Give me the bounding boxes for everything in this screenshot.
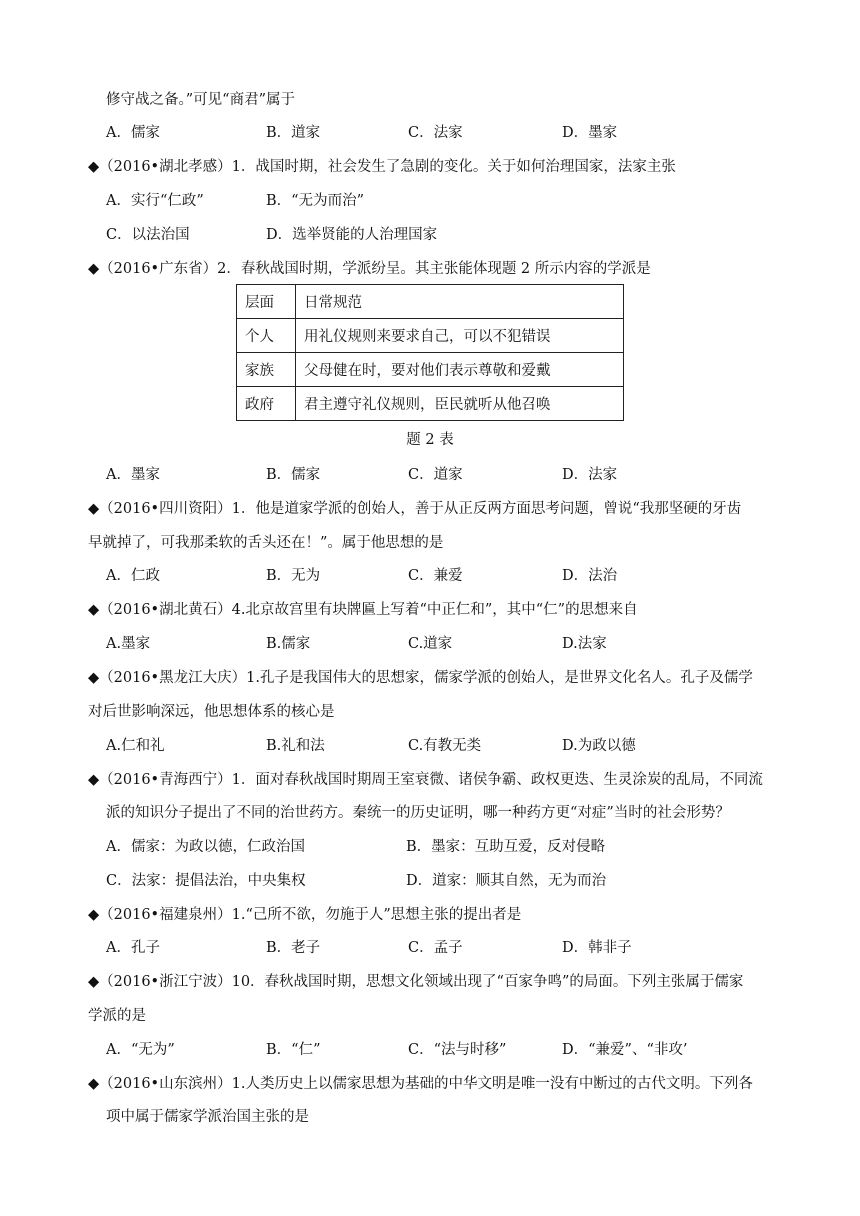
option-d: D．法家 (562, 467, 618, 483)
question-stem: ◆（2016•湖北黄石）4.北京故宫里有块牌匾上写着“中正仁和”，其中“仁”的思想来自 (88, 602, 638, 618)
question-stem-cont: 对后世影响深远，他思想体系的核心是 (88, 704, 335, 720)
option-a: A．孔子 (106, 940, 160, 956)
option-d: D．“兼爱”、“非攻’ (562, 1042, 688, 1058)
question-stem: ◆（2016•湖北孝感）1．战国时期，社会发生了急剧的变化。关于如何治理国家，法家主张 (88, 159, 676, 175)
option-d: D.法家 (562, 636, 607, 652)
option-b: B．“仁” (266, 1042, 321, 1058)
option-d: D.为政以德 (562, 738, 636, 754)
option-c: C.道家 (408, 636, 453, 652)
question-stem-cont: 早就掉了，可我那柔软的舌头还在！”。属于他思想的是 (88, 535, 444, 551)
option-a: A．实行“仁政” (106, 193, 204, 209)
option-c: C.有教无类 (408, 738, 482, 754)
question-stem: ◆（2016•福建泉州）1.“己所不欲，勿施于人”思想主张的提出者是 (88, 907, 522, 923)
option-d: D．法治 (562, 568, 618, 584)
question-stem: ◆（2016•浙江宁波）10．春秋战国时期，思想文化领域出现了“百家争鸣”的局面。下列主张属于儒家 (88, 974, 744, 990)
table-caption: 题 2 表 (406, 432, 454, 448)
option-d: D．墨家 (562, 125, 618, 141)
option-c: C．法家：提倡法治，中央集权 (106, 873, 306, 889)
option-d: D．韩非子 (562, 940, 632, 956)
option-c: C．法家 (408, 125, 463, 141)
question-stem-cont: 学派的是 (88, 1008, 146, 1024)
option-a: A．墨家 (106, 467, 160, 483)
question-stem: ◆（2016•山东滨州）1.人类历史上以儒家思想为基础的中华文明是唯一没有中断过的古代文明。下列各 (88, 1076, 753, 1092)
table-cell: 政府 (237, 387, 296, 421)
question-stem-cont: 项中属于儒家学派治国主张的是 (106, 1109, 309, 1125)
table-cell: 用礼仪规则来要求自己，可以不犯错误 (296, 319, 624, 353)
table-cell: 父母健在时，要对他们表示尊敬和爱戴 (296, 353, 624, 387)
table-row (237, 387, 624, 421)
option-a: A．儒家：为政以德，仁政治国 (106, 839, 305, 855)
option-c: C．兼爱 (408, 568, 463, 584)
option-b: B．老子 (266, 940, 321, 956)
option-b: B．“无为而治” (266, 193, 364, 209)
question-stem-cont: 派的知识分子提出了不同的治世药方。秦统一的历史证明，哪一种药方更“对症”当时的社会形势？ (106, 805, 730, 821)
table-row (237, 285, 624, 319)
option-c: C．道家 (408, 467, 463, 483)
option-b: B．儒家 (266, 467, 321, 483)
option-b: B．道家 (266, 125, 321, 141)
option-b: B.儒家 (266, 636, 311, 652)
table-row (237, 353, 624, 387)
option-b: B.礼和法 (266, 738, 325, 754)
norms-table (236, 284, 624, 421)
table-cell: 日常规范 (296, 285, 624, 319)
table-cell: 个人 (237, 319, 296, 353)
option-d: D．选举贤能的人治理国家 (266, 227, 438, 243)
question-stem: ◆（2016•四川资阳）1．他是道家学派的创始人，善于从正反两方面思考问题，曾说“我那坚硬的牙齿 (88, 501, 742, 517)
option-b: B．墨家：互助互爱，反对侵略 (406, 839, 606, 855)
option-a: A．“无为” (106, 1042, 175, 1058)
question-stem: ◆（2016•黑龙江大庆）1.孔子是我国伟大的思想家，儒家学派的创始人，是世界文化名人。孔子及儒学 (88, 670, 753, 686)
option-a: A．儒家 (106, 125, 160, 141)
option-a: A．仁政 (106, 568, 160, 584)
option-c: C．孟子 (408, 940, 463, 956)
option-a: A.仁和礼 (106, 738, 165, 754)
table-cell: 层面 (237, 285, 296, 319)
question-continuation: 修守战之备。”可见“商君”属于 (106, 92, 295, 108)
option-c: C．以法治国 (106, 227, 190, 243)
table-cell: 家族 (237, 353, 296, 387)
table-cell: 君主遵守礼仪规则，臣民就听从他召唤 (296, 387, 624, 421)
option-c: C．“法与时移” (408, 1042, 507, 1058)
question-stem: ◆（2016•广东省）2．春秋战国时期，学派纷呈。其主张能体现题 2 所示内容的学派是 (88, 261, 651, 277)
option-d: D．道家：顺其自然，无为而治 (406, 873, 607, 889)
table-row (237, 319, 624, 353)
option-b: B．无为 (266, 568, 321, 584)
question-stem: ◆（2016•青海西宁）1．面对春秋战国时期周王室衰微、诸侯争霸、政权更迭、生灵涂炭的乱局，不同流 (88, 772, 763, 788)
option-a: A.墨家 (106, 636, 151, 652)
